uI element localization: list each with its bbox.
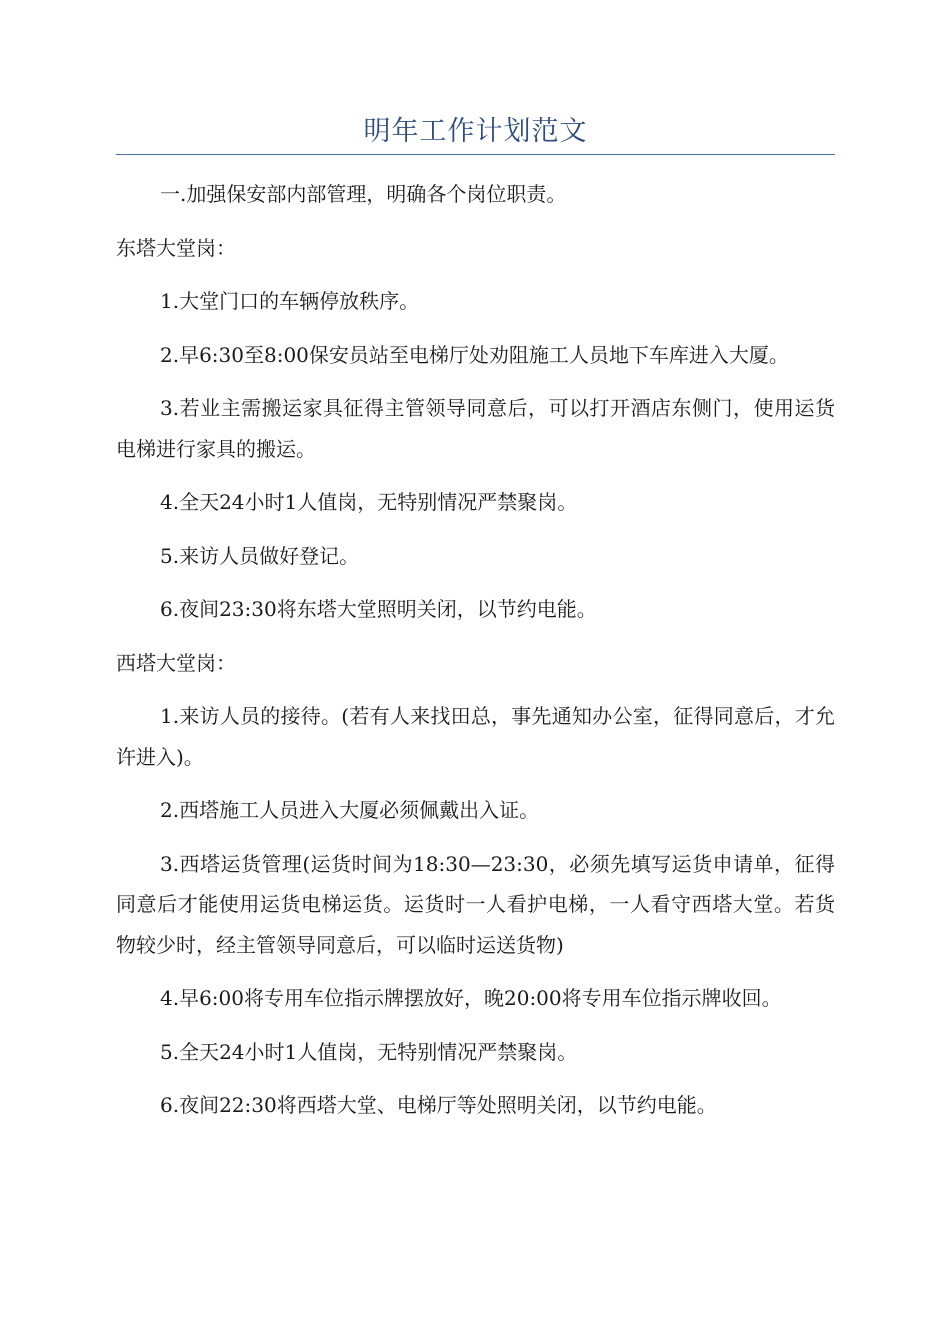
list-item: 3.西塔运货管理(运货时间为18:30—23:30，必须先填写运货申请单，征得同意后才能使用运货电梯运货。运货时一人看护电梯，一人看守西塔大堂。若货物较少时，经主管领导同意后，可以临时运送货物): [116, 851, 835, 957]
list-item: 5.来访人员做好登记。: [160, 543, 360, 568]
list-item: 4.全天24小时1人值岗，无特别情况严禁聚岗。: [160, 490, 578, 514]
list-item: 4.早6:00将专用车位指示牌摆放好，晚20:00将专用车位指示牌收回。: [160, 986, 782, 1010]
section-heading-1: 一.加强保安部内部管理，明确各个岗位职责。: [160, 182, 567, 206]
title-underline: [116, 154, 835, 155]
list-item: 6.夜间23:30将东塔大堂照明关闭，以节约电能。: [160, 597, 597, 621]
document-title: 明年工作计划范文: [363, 116, 588, 147]
list-item: 6.夜间22:30将西塔大堂、电梯厅等处照明关闭，以节约电能。: [160, 1093, 717, 1117]
subsection-west-lobby: 西塔大堂岗：: [116, 650, 236, 675]
list-item: 2.西塔施工人员进入大厦必须佩戴出入证。: [160, 798, 540, 822]
list-item: 1.来访人员的接待。(若有人来找田总，事先通知办公室，征得同意后，才允许进入)。: [116, 704, 835, 769]
list-item: 5.全天24小时1人值岗，无特别情况严禁聚岗。: [160, 1039, 578, 1064]
document-body: [116, 174, 835, 1126]
list-item: 3.若业主需搬运家具征得主管领导同意后，可以打开酒店东侧门，使用运货电梯进行家具的搬运。: [116, 396, 835, 461]
list-item: 2.早6:30至8:00保安员站至电梯厅处劝阻施工人员地下车库进入大厦。: [160, 342, 789, 367]
subsection-east-lobby: 东塔大堂岗：: [116, 235, 236, 260]
list-item: 1.大堂门口的车辆停放秩序。: [160, 289, 420, 313]
